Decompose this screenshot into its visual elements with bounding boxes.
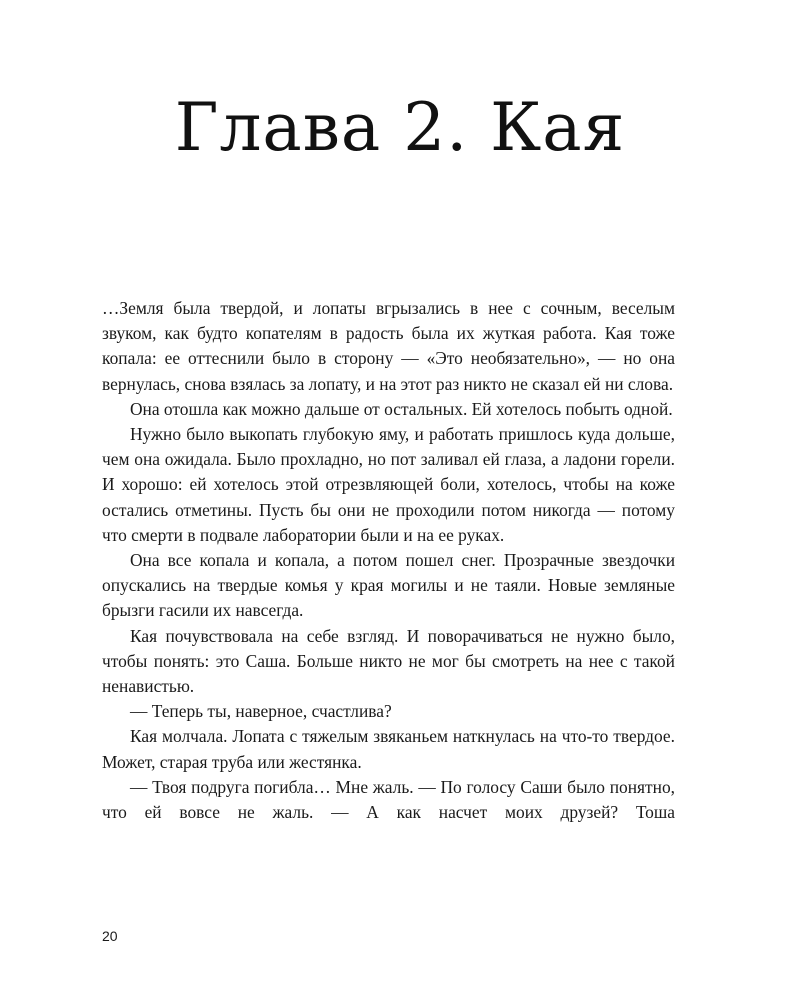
paragraph: Она отошла как можно дальше от остальных. Ей хотелось побыть одной. (130, 398, 673, 419)
paragraph: …Земля была твердой, и лопаты вгрызались в нее с сочным, веселым звуком, как будто копателям в радость была их жуткая работа. Кая тоже копала: ее оттеснили было в сторону — «Это необязательно», — но она вернулась, снова взялась за лопату, и на этот раз никто не сказал ей ни слова. (102, 298, 675, 394)
page-number: 20 (102, 928, 118, 944)
chapter-body (102, 296, 675, 825)
paragraph: Нужно было выкопать глубокую яму, и работать пришлось куда дольше, чем она ожидала. Было прохладно, но пот заливал ей глаза, а ладони горели. И хорошо: ей хотелось этой отрезвляющей боли, хотелось, чтобы на коже остались отметины. Пусть бы они не проходили потом никогда — потому что смерти в подвале лаборатории были и на ее руках. (102, 424, 675, 545)
paragraph: Она все копала и копала, а потом пошел снег. Прозрачные звездочки опускались на твердые комья у края могилы и не таяли. Новые земляные брызги гасили их навсегда. (102, 550, 675, 621)
paragraph: — Теперь ты, наверное, счастлива? (130, 701, 392, 722)
chapter-title: Глава 2. Кая (174, 89, 626, 166)
paragraph: — Твоя подруга погибла… Мне жаль. — По голосу Саши было понятно, что ей вовсе не жаль. — А как насчет моих друзей? Тоша (102, 776, 675, 823)
paragraph: Кая молчала. Лопата с тяжелым звяканьем наткнулась на что-то твердое. Может, старая труба или жестянка. (102, 726, 675, 772)
paragraph: Кая почувствовала на себе взгляд. И поворачиваться не нужно было, чтобы понять: это Саша. Больше никто не мог бы смотреть на нее с такой ненавистью. (102, 625, 675, 697)
